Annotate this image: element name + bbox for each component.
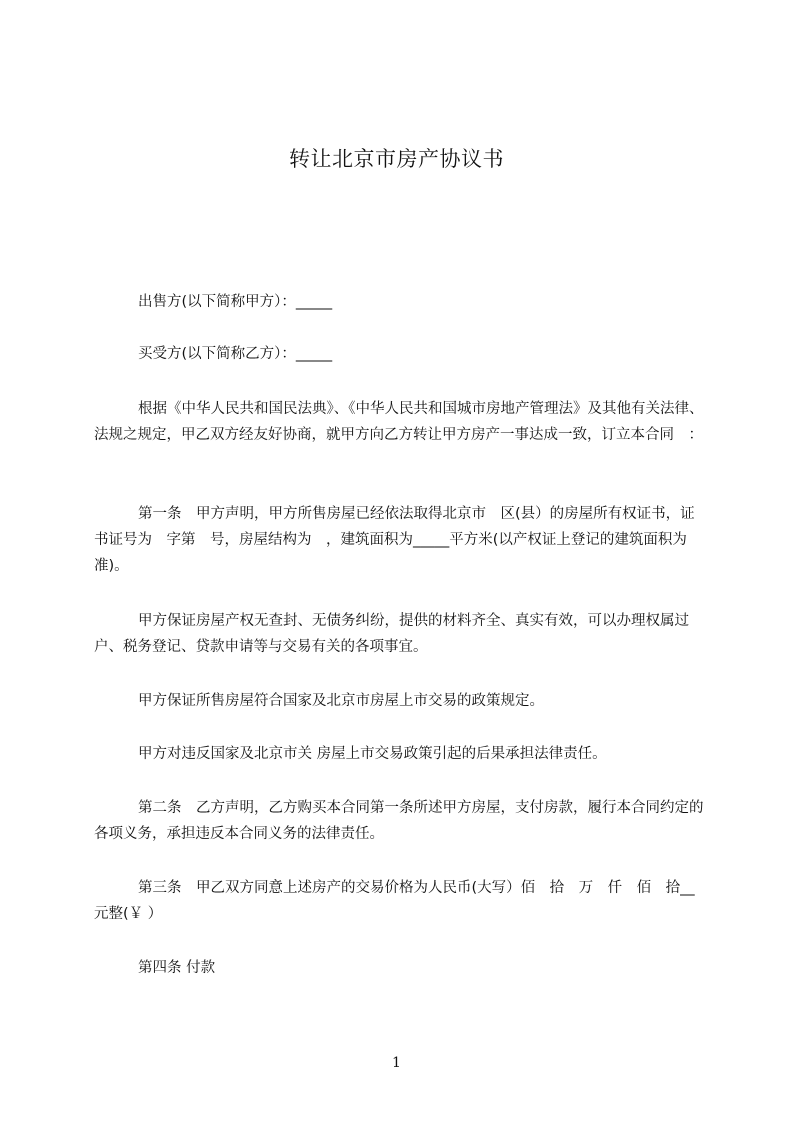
preamble-paragraph: 根据《中华人民共和国民法典》、《中华人民共和国城市房地产管理法》及其他有关法律、法规之规定，甲乙双方经友好协商，就甲方向乙方转让甲方房产一事达成一致，订立本合同 ： <box>94 401 704 443</box>
article-3-paragraph: 第三条 甲乙双方同意上述房产的交易价格为人民币(大写）佰 拾 万 仟 佰 拾__元整(￥ ） <box>94 880 695 922</box>
article-1-paragraph: 第一条 甲方声明，甲方所售房屋已经依法取得北京市 区(县）的房屋所有权证书，证书证号为 字第 号，房屋结构为 ，建筑面积为_____平方米(以产权证上登记的建筑面积为准)。 <box>94 506 695 574</box>
buyer-line: 买受方(以下简称乙方）：_____ <box>138 346 333 362</box>
guarantee-paragraph-2: 甲方保证所售房屋符合国家及北京市房屋上市交易的政策规定。 <box>138 693 544 709</box>
document-title: 转让北京市房产协议书 <box>289 147 504 171</box>
page-number: 1 <box>392 1055 401 1071</box>
article-2-paragraph: 第二条 乙方声明，乙方购买本合同第一条所述甲方房屋，支付房款，履行本合同约定的各项义务，承担违反本合同义务的法律责任。 <box>94 800 704 842</box>
guarantee-paragraph-3: 甲方对违反国家及北京市关 房屋上市交易政策引起的后果承担法律责任。 <box>138 746 607 762</box>
article-4-heading: 第四条 付款 <box>138 960 216 976</box>
seller-line: 出售方(以下简称甲方）：_____ <box>138 294 333 310</box>
guarantee-paragraph-1: 甲方保证房屋产权无查封、无债务纠纷，提供的材料齐全、真实有效，可以办理权属过户、税务登记、贷款申请等与交易有关的各项事宜。 <box>94 613 689 655</box>
